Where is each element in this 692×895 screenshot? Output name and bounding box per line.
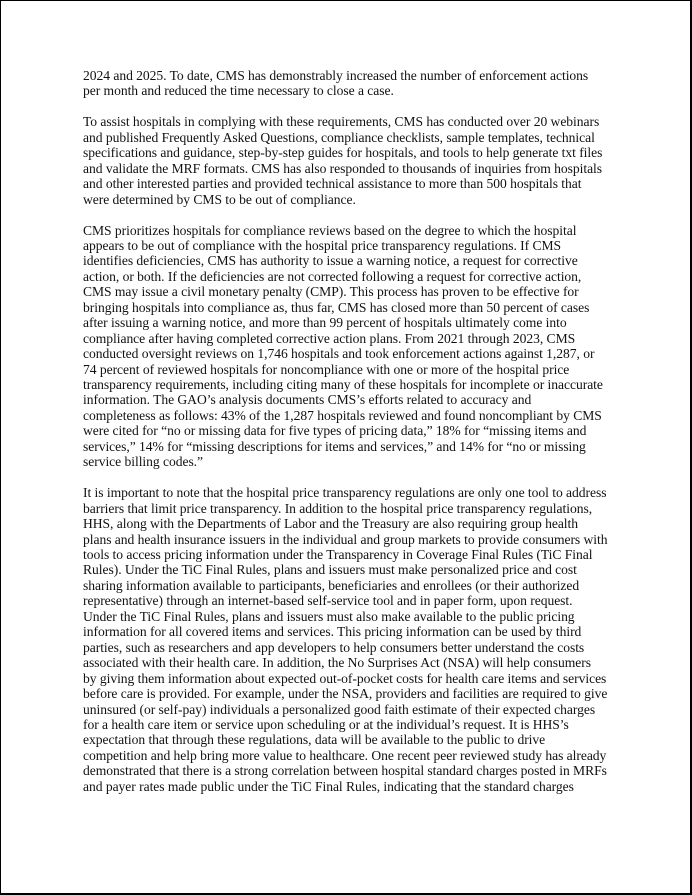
text-line: It is important to note that the hospital price transparency regulations are only one tool to address (83, 485, 607, 501)
paragraph-enforcement-continuation (83, 68, 623, 99)
text-line: appears to be out of compliance with the hospital price transparency regulations. If CMS (83, 237, 562, 253)
text-line: specifications and guidance, step-by-step guides for hospitals, and tools to help generate txt files (83, 145, 603, 161)
paragraph-other-transparency-tools (83, 485, 623, 794)
text-line: were determined by CMS to be out of compliance. (83, 191, 356, 207)
paragraph-compliance-reviews (83, 223, 623, 470)
text-line: and payer rates made public under the TiC Final Rules, indicating that the standard charges (83, 778, 574, 794)
text-line: Under the TiC Final Rules, plans and issuers must also make available to the public pricing (83, 608, 575, 624)
text-line: parties, such as researchers and app developers to help consumers better understand the costs (83, 639, 585, 655)
text-line: tools to access pricing information under the Transparency in Coverage Final Rules (TiC Final (83, 547, 593, 562)
text-line: compliance after having completed corrective action plans. From 2021 through 2023, CMS (83, 330, 576, 346)
text-line: HHS, along with the Departments of Labor and the Treasury are also requiring group health (83, 516, 579, 532)
text-line: sharing information available to participants, beneficiaries and enrollees (or their authorized (83, 577, 580, 593)
text-line: competition and help bring more value to healthcare. One recent peer reviewed study has already (83, 747, 607, 763)
text-line: before care is provided. For example, under the NSA, providers and facilities are required to give (83, 686, 608, 702)
text-line: and validate the MRF formats. CMS has also responded to thousands of inquiries from hospitals (83, 160, 603, 176)
text-line: completeness as follows: 43% of the 1,287 hospitals reviewed and found noncompliant by CMS (83, 407, 602, 423)
paragraph-hospital-assistance (83, 114, 623, 207)
text-line: barriers that limit price transparency. In addition to the hospital price transparency regulations, (83, 500, 593, 516)
text-line: representative) through an internet-based self-service tool and in paper form, upon request. (83, 593, 573, 609)
text-line: CMS may issue a civil monetary penalty (CMP). This process has proven to be effective for (83, 284, 579, 300)
text-line: associated with their health care. In addition, the No Surprises Act (NSA) will help consumers (83, 655, 591, 671)
document-body (83, 68, 623, 810)
text-line: and other interested parties and provided technical assistance to more than 500 hospitals that (83, 176, 582, 192)
text-line: CMS prioritizes hospitals for compliance reviews based on the degree to which the hospital (83, 222, 577, 238)
text-line: information for all covered items and services. This pricing information can be used by third (83, 624, 582, 640)
text-line: expectation that through these regulations, data will be available to the public to drive (83, 732, 546, 748)
text-line: by giving them information about expected out-of-pocket costs for health care items and services (83, 670, 607, 686)
text-line: and published Frequently Asked Questions, compliance checklists, sample templates, technical (83, 129, 595, 145)
text-line: information. The GAO’s analysis documents CMS’s efforts related to accuracy and (83, 392, 532, 408)
text-line: were cited for “no or missing data for five types of pricing data,” 18% for “missing items and (83, 423, 587, 439)
text-line: 2024 and 2025. To date, CMS has demonstrably increased the number of enforcement actions (83, 68, 589, 83)
text-line: Rules). Under the TiC Final Rules, plans and issuers must make personalized price and cost (83, 562, 577, 578)
text-line: To assist hospitals in complying with these requirements, CMS has conducted over 20 webinars (83, 114, 600, 130)
text-line: after issuing a warning notice, and more than 99 percent of hospitals ultimately come into (83, 315, 567, 331)
text-line: demonstrated that there is a strong correlation between hospital standard charges posted in MRFs (83, 763, 607, 779)
text-line: action, or both. If the deficiencies are not corrected following a request for corrective action, (83, 268, 582, 284)
text-line: for a health care item or service upon scheduling or at the individual’s request. It is HHS’s (83, 716, 569, 732)
text-line: uninsured (or self-pay) individuals a personalized good faith estimate of their expected charges (83, 701, 596, 717)
text-line: service billing codes.” (83, 454, 204, 470)
text-line: services,” 14% for “missing descriptions for items and services,” and 14% for “no or missing (83, 438, 586, 454)
text-line: per month and reduced the time necessary to close a case. (83, 83, 394, 99)
text-line: conducted oversight reviews on 1,746 hospitals and took enforcement actions against 1,287, or (83, 346, 595, 362)
text-line: 74 percent of reviewed hospitals for noncompliance with one or more of the hospital price (83, 361, 570, 377)
text-line: transparency requirements, including citing many of these hospitals for incomplete or inaccurate (83, 377, 603, 393)
text-line: bringing hospitals into compliance as, thus far, CMS has closed more than 50 percent of cases (83, 299, 590, 315)
text-line: identifies deficiencies, CMS has authority to issue a warning notice, a request for corrective (83, 253, 578, 269)
text-line: plans and health insurance issuers in the individual and group markets to provide consumers with (83, 531, 608, 547)
